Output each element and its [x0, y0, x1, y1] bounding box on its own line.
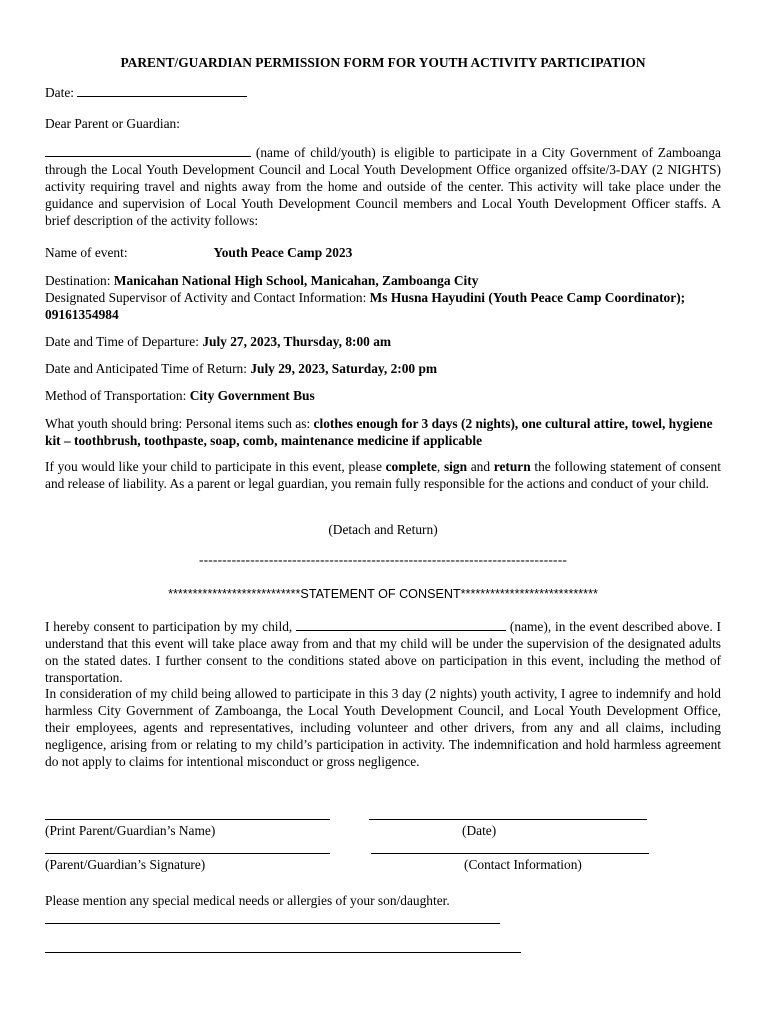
print-name-line[interactable]: [45, 819, 330, 820]
consent-paragraph-2: In consideration of my child being allowed to participate in this 3 day (2 nights) youth activity, I agree to indemnify and hold harmless City Government of Zamboanga, the Local Youth Development Council, and Local Youth Development Office, their employees, agents and representatives, including volunteer and other drivers, from any and all claims, including negligence, arising from or relating to my child’s participation in activity. The indemnification and hold harmless agreement do not apply to claims for intentional misconduct or gross negligence.: [45, 686, 721, 769]
return-row: [45, 360, 721, 377]
date-caption: (Date): [462, 823, 497, 838]
date-row: [45, 83, 721, 101]
consent-text-rest: (name), in the event described above. I understand that this event will take place away from and that my child will be under the supervision of the designated adults on the stated dates. I further consent to the conditions stated above on participation in this event, including the method of transportation.: [45, 619, 721, 685]
event-name-value: Youth Peace Camp 2023: [213, 245, 353, 260]
date-label: Date:: [45, 85, 74, 100]
supervisor-label: Designated Supervisor of Activity and Contact Information:: [45, 290, 367, 305]
transport-value: City Government Bus: [189, 388, 315, 403]
consent-text-start: I hereby consent to participation by my child,: [45, 619, 293, 634]
print-name-caption: (Print Parent/Guardian’s Name): [45, 823, 216, 838]
instructions-text-2: the following statement of consent and release of liability. As a parent or legal guardian, you remain fully responsible for the actions and conduct of your child.: [45, 459, 721, 491]
intro-paragraph: [45, 143, 721, 229]
salutation: Dear Parent or Guardian:: [45, 116, 180, 131]
instructions-complete: complete: [385, 459, 437, 474]
signature-line[interactable]: [45, 853, 330, 854]
consent-paragraph-1: [45, 617, 721, 686]
instructions-comma: ,: [436, 459, 441, 474]
medical-line-1[interactable]: [45, 923, 500, 924]
date-signature-line[interactable]: [369, 819, 647, 820]
instructions-sign: sign: [443, 459, 468, 474]
event-name-row: [45, 244, 721, 261]
bring-row: [45, 415, 721, 449]
transport-row: [45, 387, 721, 404]
instructions-and: and: [470, 459, 491, 474]
medical-line-2[interactable]: [45, 952, 521, 953]
intro-text: (name of child/youth) is eligible to participate in a City Government of Zamboanga through the Local Youth Development Council and Local Youth Development Office organized offsite/3-DAY (2 NIGHTS) activity requiring travel and nights away from the home and outside of the center. This activity will take place under the guidance and supervision of Local Youth Development Council members and Local Youth Development Officer staffs. A brief description of the activity follows:: [45, 145, 721, 228]
bring-value: clothes enough for 3 days (2 nights), one cultural attire, towel, hygiene kit – toothbrush, toothpaste, soap, comb, maintenance medicine if applicable: [45, 416, 713, 448]
departure-row: [45, 333, 721, 350]
child-name-blank[interactable]: [45, 143, 251, 157]
detach-note: (Detach and Return): [328, 522, 438, 537]
instructions-text-1: If you would like your child to participate in this event, please: [45, 459, 382, 474]
consent-heading: ***************************STATEMENT OF CONSENT****************************: [168, 587, 598, 601]
date-blank[interactable]: [77, 83, 247, 97]
return-label: Date and Anticipated Time of Return:: [45, 361, 247, 376]
contact-line[interactable]: [371, 853, 649, 854]
form-title: PARENT/GUARDIAN PERMISSION FORM FOR YOUTH ACTIVITY PARTICIPATION: [120, 55, 646, 70]
signature-caption: (Parent/Guardian’s Signature): [45, 857, 206, 872]
contact-caption: (Contact Information): [464, 857, 582, 872]
destination-row: [45, 272, 721, 289]
bring-label: What youth should bring: Personal items such as:: [45, 416, 311, 431]
supervisor-row: [45, 289, 721, 323]
destination-label: Destination:: [45, 273, 111, 288]
instructions-paragraph: [45, 458, 721, 492]
departure-label: Date and Time of Departure:: [45, 334, 199, 349]
return-value: July 29, 2023, Saturday, 2:00 pm: [250, 361, 438, 376]
event-name-label: Name of event:: [45, 245, 128, 260]
destination-value: Manicahan National High School, Manicahan, Zamboanga City: [113, 273, 479, 288]
departure-value: July 27, 2023, Thursday, 8:00 am: [202, 334, 392, 349]
detach-dash-line: -------------------------------------------------------------------------------: [198, 552, 568, 567]
consent-child-name-blank[interactable]: [296, 617, 506, 631]
supervisor-value: Ms Husna Hayudini (Youth Peace Camp Coordinator); 09161354984: [45, 290, 686, 322]
instructions-return: return: [493, 459, 531, 474]
transport-label: Method of Transportation:: [45, 388, 187, 403]
medical-prompt: Please mention any special medical needs or allergies of your son/daughter.: [45, 893, 450, 908]
